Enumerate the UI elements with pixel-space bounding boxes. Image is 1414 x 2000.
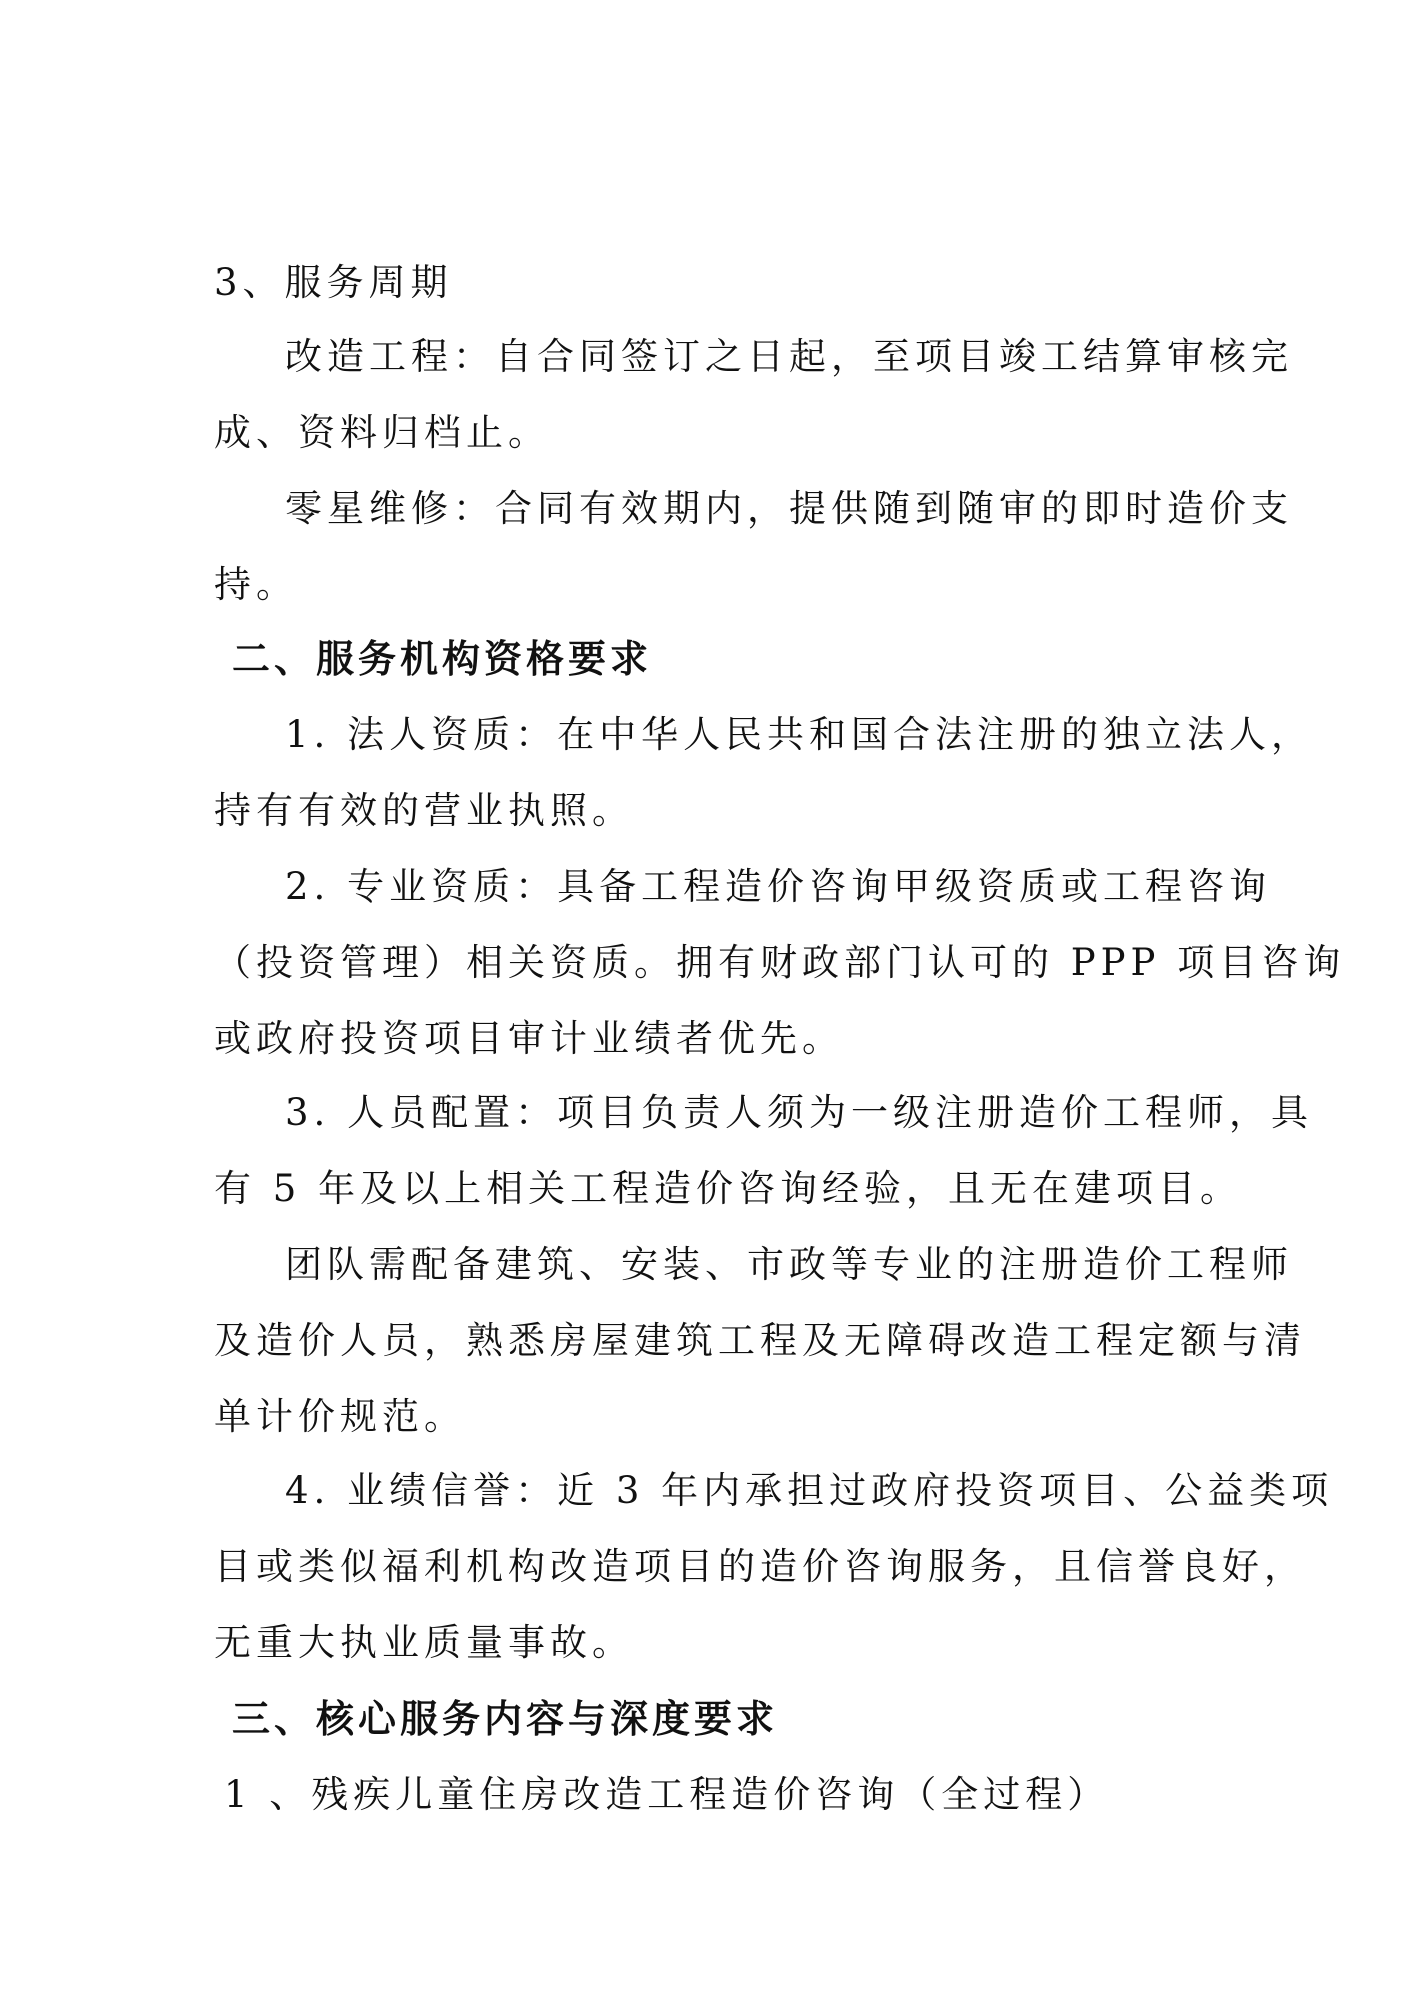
renovation-period-text-line1: 改造工程：自合同签订之日起，至项目竣工结算审核完 xyxy=(285,335,1293,378)
repair-period-text-line2: 持。 xyxy=(214,563,298,606)
team-requirement-line2: 及造价人员，熟悉房屋建筑工程及无障碍改造工程定额与清 xyxy=(214,1319,1306,1362)
qualification-heading: 二、服务机构资格要求 xyxy=(232,637,653,681)
core-service-subheading-1: 1 、残疾儿童住房改造工程造价咨询（全过程） xyxy=(224,1773,1110,1816)
legal-qualification-line1: 1. 法人资质：在中华人民共和国合法注册的独立法人， xyxy=(285,713,1314,756)
professional-qualification-line3: 或政府投资项目审计业绩者优先。 xyxy=(214,1017,844,1060)
legal-qualification-line2: 持有有效的营业执照。 xyxy=(214,789,634,832)
repair-period-text-line1: 零星维修：合同有效期内，提供随到随审的即时造价支 xyxy=(285,487,1293,530)
service-period-title: 3、服务周期 xyxy=(214,261,453,304)
professional-qualification-line2: （投资管理）相关资质。拥有财政部门认可的 PPP 项目咨询 xyxy=(214,941,1346,984)
performance-credit-line1: 4. 业绩信誉：近 3 年内承担过政府投资项目、公益类项 xyxy=(285,1469,1334,1512)
team-requirement-line1: 团队需配备建筑、安装、市政等专业的注册造价工程师 xyxy=(285,1243,1293,1286)
performance-credit-line2: 目或类似福利机构改造项目的造价咨询服务，且信誉良好， xyxy=(214,1545,1306,1588)
performance-credit-line3: 无重大执业质量事故。 xyxy=(214,1621,634,1664)
staffing-line1: 3. 人员配置：项目负责人须为一级注册造价工程师，具 xyxy=(285,1091,1314,1134)
core-service-heading: 三、核心服务内容与深度要求 xyxy=(232,1697,779,1741)
renovation-period-text-line2: 成、资料归档止。 xyxy=(214,411,550,454)
staffing-line2: 有 5 年及以上相关工程造价咨询经验，且无在建项目。 xyxy=(214,1167,1243,1210)
team-requirement-line3: 单计价规范。 xyxy=(214,1395,466,1438)
professional-qualification-line1: 2. 专业资质：具备工程造价咨询甲级资质或工程咨询 xyxy=(285,865,1272,908)
